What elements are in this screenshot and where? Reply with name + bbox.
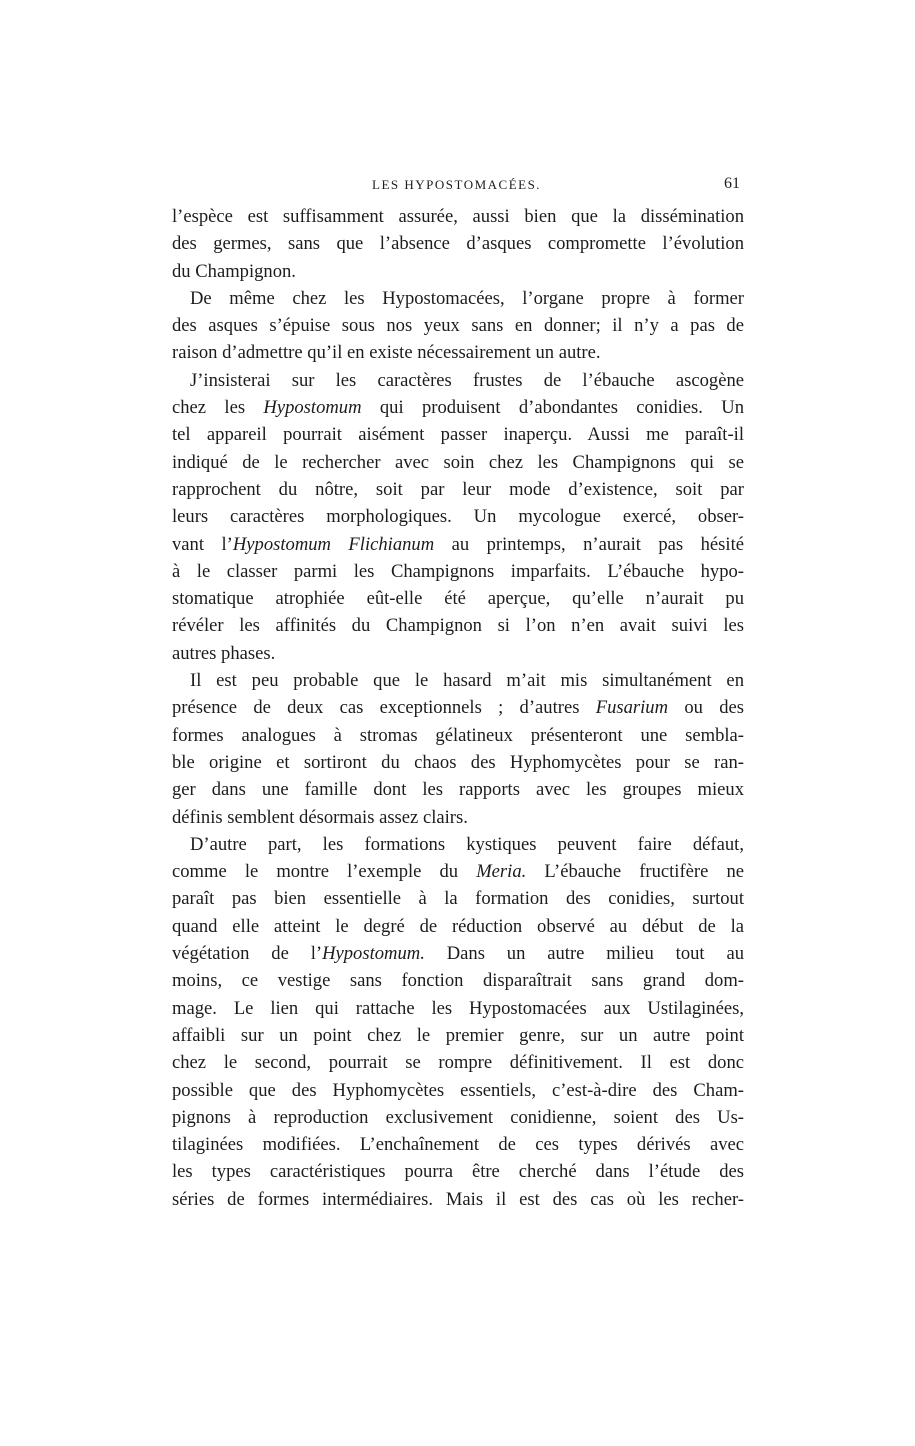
text-segment: quand elle atteint le degré de réduction observé au début de la xyxy=(172,915,744,937)
text-line xyxy=(172,1158,744,1185)
text-line xyxy=(172,503,744,530)
text-line xyxy=(172,1104,744,1131)
text-line xyxy=(172,804,744,831)
text-line xyxy=(172,1186,744,1213)
text-line xyxy=(172,612,744,639)
text-line xyxy=(172,858,744,885)
text-segment: présence de deux cas exceptionnels ; d’autres xyxy=(172,697,596,719)
text-line xyxy=(172,1049,744,1076)
text-segment: définis semblent désormais assez clairs. xyxy=(172,806,468,828)
text-segment: les types caractéristiques pourra être cherché dans l’étude des xyxy=(172,1161,744,1183)
text-segment: L’ébauche fructifère ne xyxy=(526,861,744,883)
text-segment: affaibli sur un point chez le premier genre, sur un autre point xyxy=(172,1024,744,1046)
italic-term: Fusarium xyxy=(595,697,669,719)
text-segment: au printemps, n’aurait pas hésité xyxy=(434,533,744,555)
text-segment: paraît pas bien essentielle à la formation des conidies, surtout xyxy=(172,888,744,910)
italic-term: Meria. xyxy=(476,861,527,883)
text-line xyxy=(172,203,744,230)
text-line xyxy=(172,913,744,940)
text-segment: pignons à reproduction exclusivement conidienne, soient des Us- xyxy=(172,1106,744,1128)
text-line xyxy=(172,995,744,1022)
text-segment: leurs caractères morphologiques. Un mycologue exercé, obser- xyxy=(172,506,744,528)
text-segment: qui produisent d’abondantes conidies. Un xyxy=(361,397,744,419)
text-line xyxy=(172,967,744,994)
text-segment: J’insisterai sur les caractères frustes de l’ébauche ascogène xyxy=(190,369,744,391)
text-segment: Il est peu probable que le hasard m’ait mis simultanément en xyxy=(190,670,744,692)
text-segment: des germes, sans que l’absence d’asques compromette l’évolution xyxy=(172,233,744,255)
book-page xyxy=(172,175,744,1213)
text-line xyxy=(172,640,744,667)
text-line xyxy=(172,258,744,285)
text-segment: moins, ce vestige sans fonction disparaîtrait sans grand dom- xyxy=(172,970,744,992)
text-segment: l’espèce est suffisamment assurée, aussi bien que la dissémination xyxy=(172,206,744,227)
text-segment: chez les xyxy=(172,397,264,419)
text-line xyxy=(172,831,744,858)
text-line xyxy=(172,312,744,339)
text-line xyxy=(172,339,744,366)
text-segment: vant l’ xyxy=(172,533,233,555)
italic-term: Hypostomum. xyxy=(322,943,425,965)
text-segment: Dans un autre milieu tout au xyxy=(424,943,744,965)
text-segment: tilaginées modifiées. L’enchaînement de ces types dérivés avec xyxy=(172,1134,744,1156)
text-segment: mage. Le lien qui rattache les Hypostomacées aux Ustilaginées, xyxy=(172,997,744,1019)
text-line xyxy=(172,285,744,312)
text-segment: indiqué de le rechercher avec soin chez les Champignons qui se xyxy=(172,451,744,473)
text-line xyxy=(172,1131,744,1158)
text-segment: tel appareil pourrait aisément passer inaperçu. Aussi me paraît-il xyxy=(172,424,744,446)
text-segment: ble origine et sortiront du chaos des Hyphomycètes pour se ran- xyxy=(172,751,744,773)
text-line xyxy=(172,230,744,257)
text-segment: chez le second, pourrait se rompre définitivement. Il est donc xyxy=(172,1052,744,1074)
text-segment: stomatique atrophiée eût-elle été aperçue, qu’elle n’aurait pu xyxy=(172,588,744,610)
text-segment: du Champignon. xyxy=(172,260,296,282)
text-line xyxy=(172,885,744,912)
text-segment: comme le montre l’exemple du xyxy=(172,861,477,883)
body-text xyxy=(172,203,744,1213)
text-line xyxy=(172,722,744,749)
text-line xyxy=(172,476,744,503)
text-segment: possible que des Hyphomycètes essentiels, c’est-à-dire des Cham- xyxy=(172,1079,744,1101)
text-segment: révéler les affinités du Champignon si l’on n’en avait suivi les xyxy=(172,615,744,637)
page-number: 61 xyxy=(724,175,740,192)
text-line xyxy=(172,940,744,967)
running-head xyxy=(172,175,744,203)
text-line xyxy=(172,558,744,585)
text-segment: ou des xyxy=(668,697,744,719)
text-line xyxy=(172,394,744,421)
text-line xyxy=(172,585,744,612)
text-line xyxy=(172,421,744,448)
text-segment: des asques s’épuise sous nos yeux sans en donner; il n’y a pas de xyxy=(172,315,744,337)
text-segment: raison d’admettre qu’il en existe nécessairement un autre. xyxy=(172,342,601,364)
text-segment: formes analogues à stromas gélatineux présenteront une sembla- xyxy=(172,724,744,746)
text-segment: séries de formes intermédiaires. Mais il est des cas où les recher- xyxy=(172,1188,744,1210)
text-line xyxy=(172,449,744,476)
running-title: LES HYPOSTOMACÉES. xyxy=(372,177,542,192)
text-line xyxy=(172,776,744,803)
text-line xyxy=(172,367,744,394)
text-segment: De même chez les Hypostomacées, l’organe propre à former xyxy=(190,287,744,309)
text-segment: autres phases. xyxy=(172,642,276,664)
italic-term: Hypostomum xyxy=(263,397,362,419)
text-line xyxy=(172,749,744,776)
text-line xyxy=(172,667,744,694)
text-segment: à le classer parmi les Champignons imparfaits. L’ébauche hypo- xyxy=(172,560,744,582)
text-line xyxy=(172,1022,744,1049)
text-line xyxy=(172,531,744,558)
text-line xyxy=(172,1077,744,1104)
italic-term: Hypostomum Flichianum xyxy=(232,533,435,555)
text-segment: végétation de l’ xyxy=(172,943,323,965)
text-segment: ger dans une famille dont les rapports avec les groupes mieux xyxy=(172,779,744,801)
text-segment: rapprochent du nôtre, soit par leur mode d’existence, soit par xyxy=(172,478,744,500)
text-line xyxy=(172,694,744,721)
text-segment: D’autre part, les formations kystiques peuvent faire défaut, xyxy=(190,833,744,855)
